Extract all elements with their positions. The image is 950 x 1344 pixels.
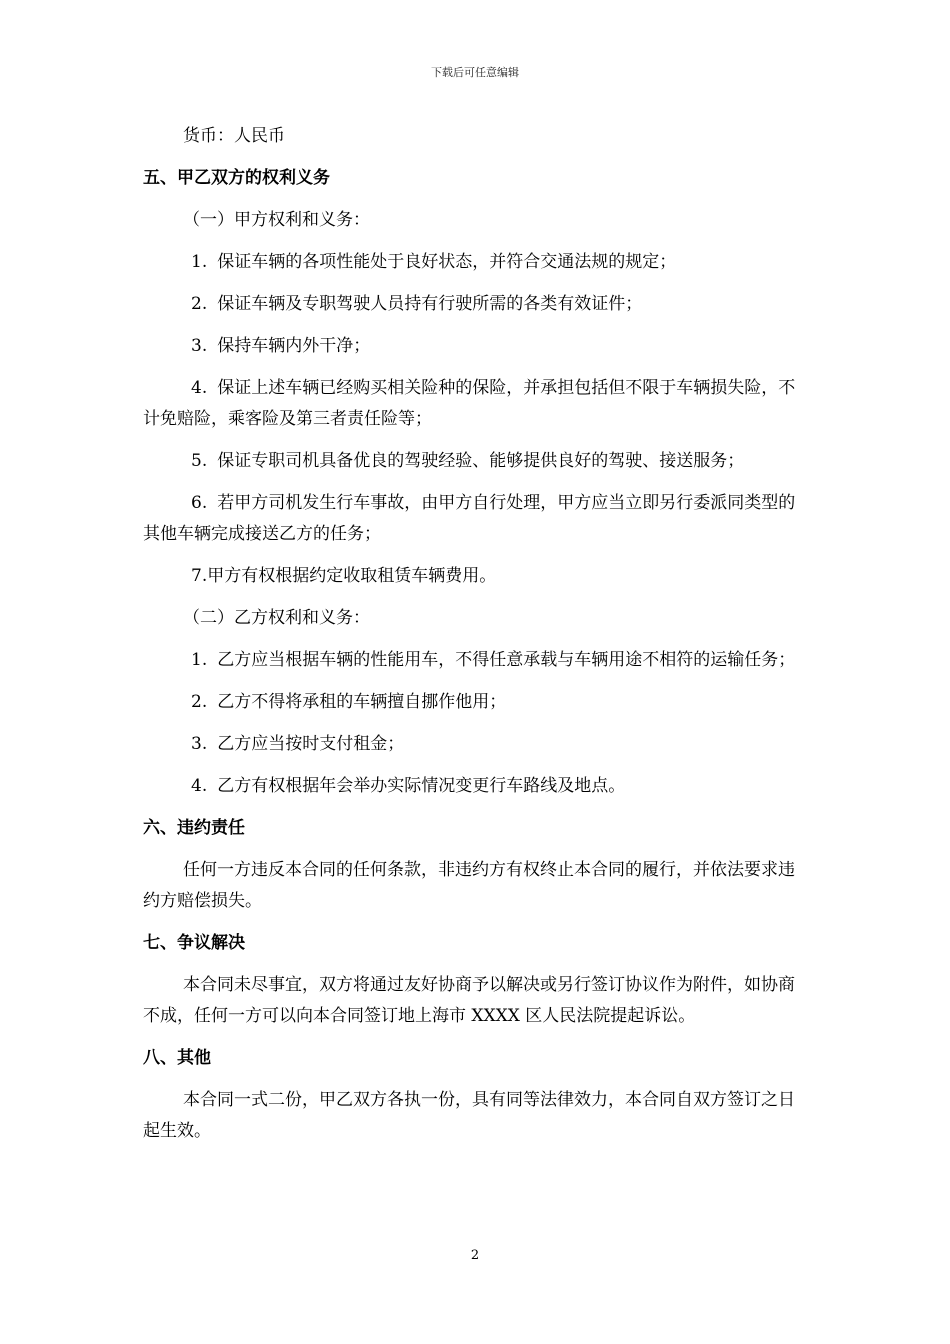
item-text: 乙方有权根据年会举办实际情况变更行车路线及地点。 bbox=[217, 776, 626, 796]
item-number: 2. bbox=[191, 692, 208, 712]
item-text: 乙方不得将承租的车辆擅自挪作他用； bbox=[217, 692, 507, 712]
item-text: 甲方有权根据约定收取租赁车辆费用。 bbox=[207, 566, 497, 586]
section-6-text: 任何一方违反本合同的任何条款，非违约方有权终止本合同的履行，并依法要求违约方赔偿损失。 bbox=[143, 860, 795, 911]
list-item bbox=[143, 488, 808, 550]
list-item bbox=[143, 729, 808, 760]
item-text: 乙方应当按时支付租金； bbox=[217, 734, 405, 754]
list-item bbox=[143, 331, 808, 362]
list-item bbox=[143, 561, 808, 592]
item-text: 保证车辆及专职驾驶人员持有行驶所需的各类有效证件； bbox=[217, 294, 643, 314]
section-6-title: 六、违约责任 bbox=[143, 818, 245, 838]
list-item bbox=[143, 289, 808, 320]
list-item bbox=[143, 247, 808, 278]
item-number: 3. bbox=[191, 734, 208, 754]
list-item bbox=[143, 446, 808, 477]
list-item bbox=[143, 687, 808, 718]
section-7-title: 七、争议解决 bbox=[143, 933, 245, 953]
item-number: 1. bbox=[191, 252, 208, 272]
section-7-text: 本合同未尽事宜，双方将通过友好协商予以解决或另行签订协议作为附件，如协商不成，任何一方可以向本合同签订地上海市 XXXX 区人民法院提起诉讼。 bbox=[143, 975, 795, 1026]
item-text: 保证车辆的各项性能处于良好状态，并符合交通法规的规定； bbox=[217, 252, 677, 272]
page-header: 下载后可任意编辑 bbox=[431, 66, 519, 79]
list-item bbox=[143, 645, 808, 676]
part-a-title: （一）甲方权利和义务： bbox=[183, 210, 370, 230]
section-8-title: 八、其他 bbox=[143, 1048, 211, 1068]
item-number: 5. bbox=[191, 451, 208, 471]
part-b-title: （二）乙方权利和义务： bbox=[183, 608, 370, 628]
item-text: 保持车辆内外干净； bbox=[217, 336, 371, 356]
item-number: 2. bbox=[191, 294, 208, 314]
currency-line: 货币：人民币 bbox=[183, 126, 285, 146]
document-body bbox=[143, 121, 808, 1158]
item-text: 乙方应当根据车辆的性能用车，不得任意承载与车辆用途不相符的运输任务； bbox=[217, 650, 796, 670]
section-8-text: 本合同一式二份，甲乙双方各执一份，具有同等法律效力，本合同自双方签订之日起生效。 bbox=[143, 1090, 795, 1141]
item-text: 保证专职司机具备优良的驾驶经验、能够提供良好的驾驶、接送服务； bbox=[217, 451, 745, 471]
list-item bbox=[143, 771, 808, 802]
item-number: 6. bbox=[191, 493, 208, 513]
item-number: 4. bbox=[191, 378, 208, 398]
item-text: 若甲方司机发生行车事故，由甲方自行处理，甲方应当立即另行委派同类型的其他车辆完成接送乙方的任务； bbox=[143, 493, 796, 544]
item-number: 3. bbox=[191, 336, 208, 356]
item-number: 7. bbox=[191, 566, 208, 586]
item-text: 保证上述车辆已经购买相关险种的保险，并承担包括但不限于车辆损失险，不计免赔险，乘客险及第三者责任险等； bbox=[143, 378, 796, 429]
item-number: 1. bbox=[191, 650, 208, 670]
list-item bbox=[143, 373, 808, 435]
page-number: 2 bbox=[470, 1248, 480, 1263]
section-5-title: 五、甲乙双方的权利义务 bbox=[143, 168, 330, 188]
item-number: 4. bbox=[191, 776, 208, 796]
